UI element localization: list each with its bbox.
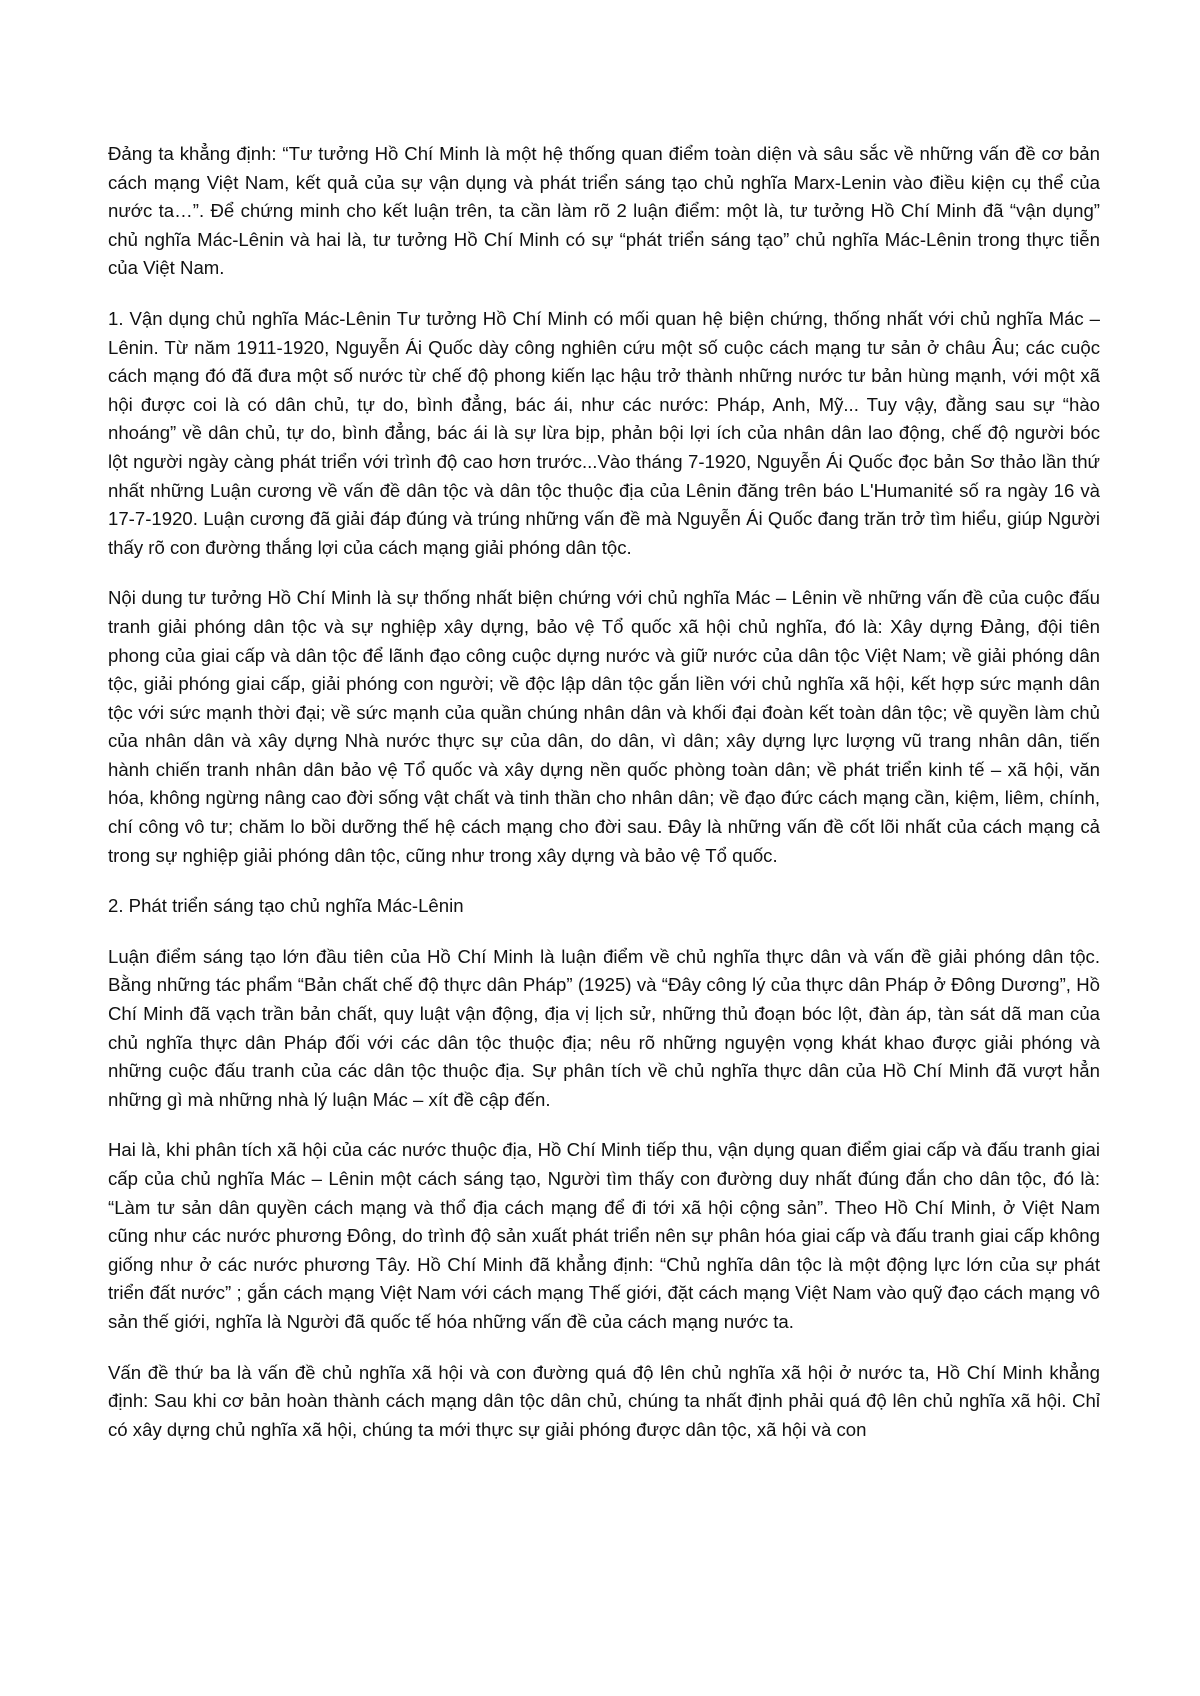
third-creative-point-paragraph: Vấn đề thứ ba là vấn đề chủ nghĩa xã hội và con đường quá độ lên chủ nghĩa xã hội ở nước ta, Hồ Chí Minh khẳng định: Sau khi cơ bản hoàn thành cách mạng dân tộc dân chủ, chúng ta nhất định phải quá độ lên chủ nghĩa xã hội. Chỉ có xây dựng chủ nghĩa xã hội, chúng ta mới thực sự giải phóng được dân tộc, xã hội và con xyxy=(108,1361,1100,1440)
intro-paragraph: Đảng ta khẳng định: “Tư tưởng Hồ Chí Minh là một hệ thống quan điểm toàn diện và sâu sắc về những vấn đề cơ bản cách mạng Việt Nam, kết quả của sự vận dụng và phát triển sáng tạo chủ nghĩa Marx-Lenin vào điều kiện cụ thể của nước ta…”. Để chứng minh cho kết luận trên, ta cần làm rõ 2 luận điểm: một là, tư tưởng Hồ Chí Minh đã “vận dụng” chủ nghĩa Mác-Lênin và hai là, tư tưởng Hồ Chí Minh có sự “phát triển sáng tạo” chủ nghĩa Mác-Lênin trong thực tiễn của Việt Nam. xyxy=(108,143,1100,279)
content-paragraph: Nội dung tư tưởng Hồ Chí Minh là sự thống nhất biện chứng với chủ nghĩa Mác – Lênin về những vấn đề của cuộc đấu tranh giải phóng dân tộc và sự nghiệp xây dựng, bảo vệ Tổ quốc xã hội chủ nghĩa, đó là: Xây dựng Đảng, đội tiên phong của giai cấp và dân tộc để lãnh đạo công cuộc dựng nước và giữ nước của dân tộc Việt Nam; về giải phóng dân tộc, giải phóng giai cấp, giải phóng con người; về độc lập dân tộc gắn liền với chủ nghĩa xã hội, kết hợp sức mạnh dân tộc với sức mạnh thời đại; về sức mạnh của quần chúng nhân dân và khối đại đoàn kết toàn dân tộc; về quyền làm chủ của nhân dân và xây dựng Nhà nước thực sự của dân, do dân, vì dân; xây dựng lực lượng vũ trang nhân dân, tiến hành chiến tranh nhân dân bảo vệ Tổ quốc và xây dựng nền quốc phòng toàn dân; về phát triển kinh tế – xã hội, văn hóa, không ngừng nâng cao đời sống vật chất và tinh thần cho nhân dân; về đạo đức cách mạng cần, kiệm, liêm, chính, chí công vô tư; chăm lo bồi dưỡng thế hệ cách mạng cho đời sau. Đây là những vấn đề cốt lõi nhất của cách mạng cả trong sự nghiệp giải phóng dân tộc, cũng như trong xây dựng và bảo vệ Tổ quốc. xyxy=(108,587,1100,866)
document-page xyxy=(108,140,1100,1466)
section-2-heading: 2. Phát triển sáng tạo chủ nghĩa Mác-Lênin xyxy=(108,895,464,917)
first-creative-point-paragraph: Luận điểm sáng tạo lớn đầu tiên của Hồ Chí Minh là luận điểm về chủ nghĩa thực dân và vấn đề giải phóng dân tộc. Bằng những tác phẩm “Bản chất chế độ thực dân Pháp” (1925) và “Đây công lý của thực dân Pháp ở Đông Dương”, Hồ Chí Minh đã vạch trần bản chất, quy luật vận động, địa vị lịch sử, những thủ đoạn bóc lột, đàn áp, tàn sát dã man của chủ nghĩa thực dân Pháp đối với các dân tộc thuộc địa; nêu rõ những nguyện vọng khát khao được giải phóng và những cuộc đấu tranh của các dân tộc thuộc địa. Sự phân tích về chủ nghĩa thực dân của Hồ Chí Minh đã vượt hẳn những gì mà những nhà lý luận Mác – xít đề cập đến. xyxy=(108,945,1100,1110)
section-1-paragraph: 1. Vận dụng chủ nghĩa Mác-Lênin Tư tưởng Hồ Chí Minh có mối quan hệ biện chứng, thống nhất với chủ nghĩa Mác – Lênin. Từ năm 1911-1920, Nguyễn Ái Quốc dày công nghiên cứu một số cuộc cách mạng tư sản ở châu Âu; các cuộc cách mạng đó đã đưa một số nước từ chế độ phong kiến lạc hậu trở thành những nước tư bản hùng mạnh, với một xã hội được coi là có dân chủ, tự do, bình đẳng, bác ái, như các nước: Pháp, Anh, Mỹ... Tuy vậy, đằng sau sự “hào nhoáng” về dân chủ, tự do, bình đẳng, bác ái là sự lừa bịp, phản bội lợi ích của nhân dân lao động, chế độ người bóc lột người ngày càng phát triển với trình độ cao hơn trước...Vào tháng 7-1920, Nguyễn Ái Quốc đọc bản Sơ thảo lần thứ nhất những Luận cương về vấn đề dân tộc và dân tộc thuộc địa của Lênin đăng trên báo L'Humanité số ra ngày 16 và 17-7-1920. Luận cương đã giải đáp đúng và trúng những vấn đề mà Nguyễn Ái Quốc đang trăn trở tìm hiểu, giúp Người thấy rõ con đường thắng lợi của cách mạng giải phóng dân tộc. xyxy=(108,307,1100,558)
second-creative-point-paragraph: Hai là, khi phân tích xã hội của các nước thuộc địa, Hồ Chí Minh tiếp thu, vận dụng quan điểm giai cấp và đấu tranh giai cấp của chủ nghĩa Mác – Lênin một cách sáng tạo, Người tìm thấy con đường duy nhất đúng đắn cho dân tộc, đó là: “Làm tư sản dân quyền cách mạng và thổ địa cách mạng để đi tới xã hội cộng sản”. Theo Hồ Chí Minh, ở Việt Nam cũng như các nước phương Đông, do trình độ sản xuất phát triển nên sự phân hóa giai cấp và đấu tranh giai cấp không giống như ở các nước phương Tây. Hồ Chí Minh đã khẳng định: “Chủ nghĩa dân tộc là một động lực lớn của sự phát triển đất nước” ; gắn cách mạng Việt Nam với cách mạng Thế giới, đặt cách mạng Việt Nam vào quỹ đạo cách mạng vô sản thế giới, nghĩa là Người đã quốc tế hóa những vấn đề của cách mạng nước ta. xyxy=(108,1139,1100,1332)
